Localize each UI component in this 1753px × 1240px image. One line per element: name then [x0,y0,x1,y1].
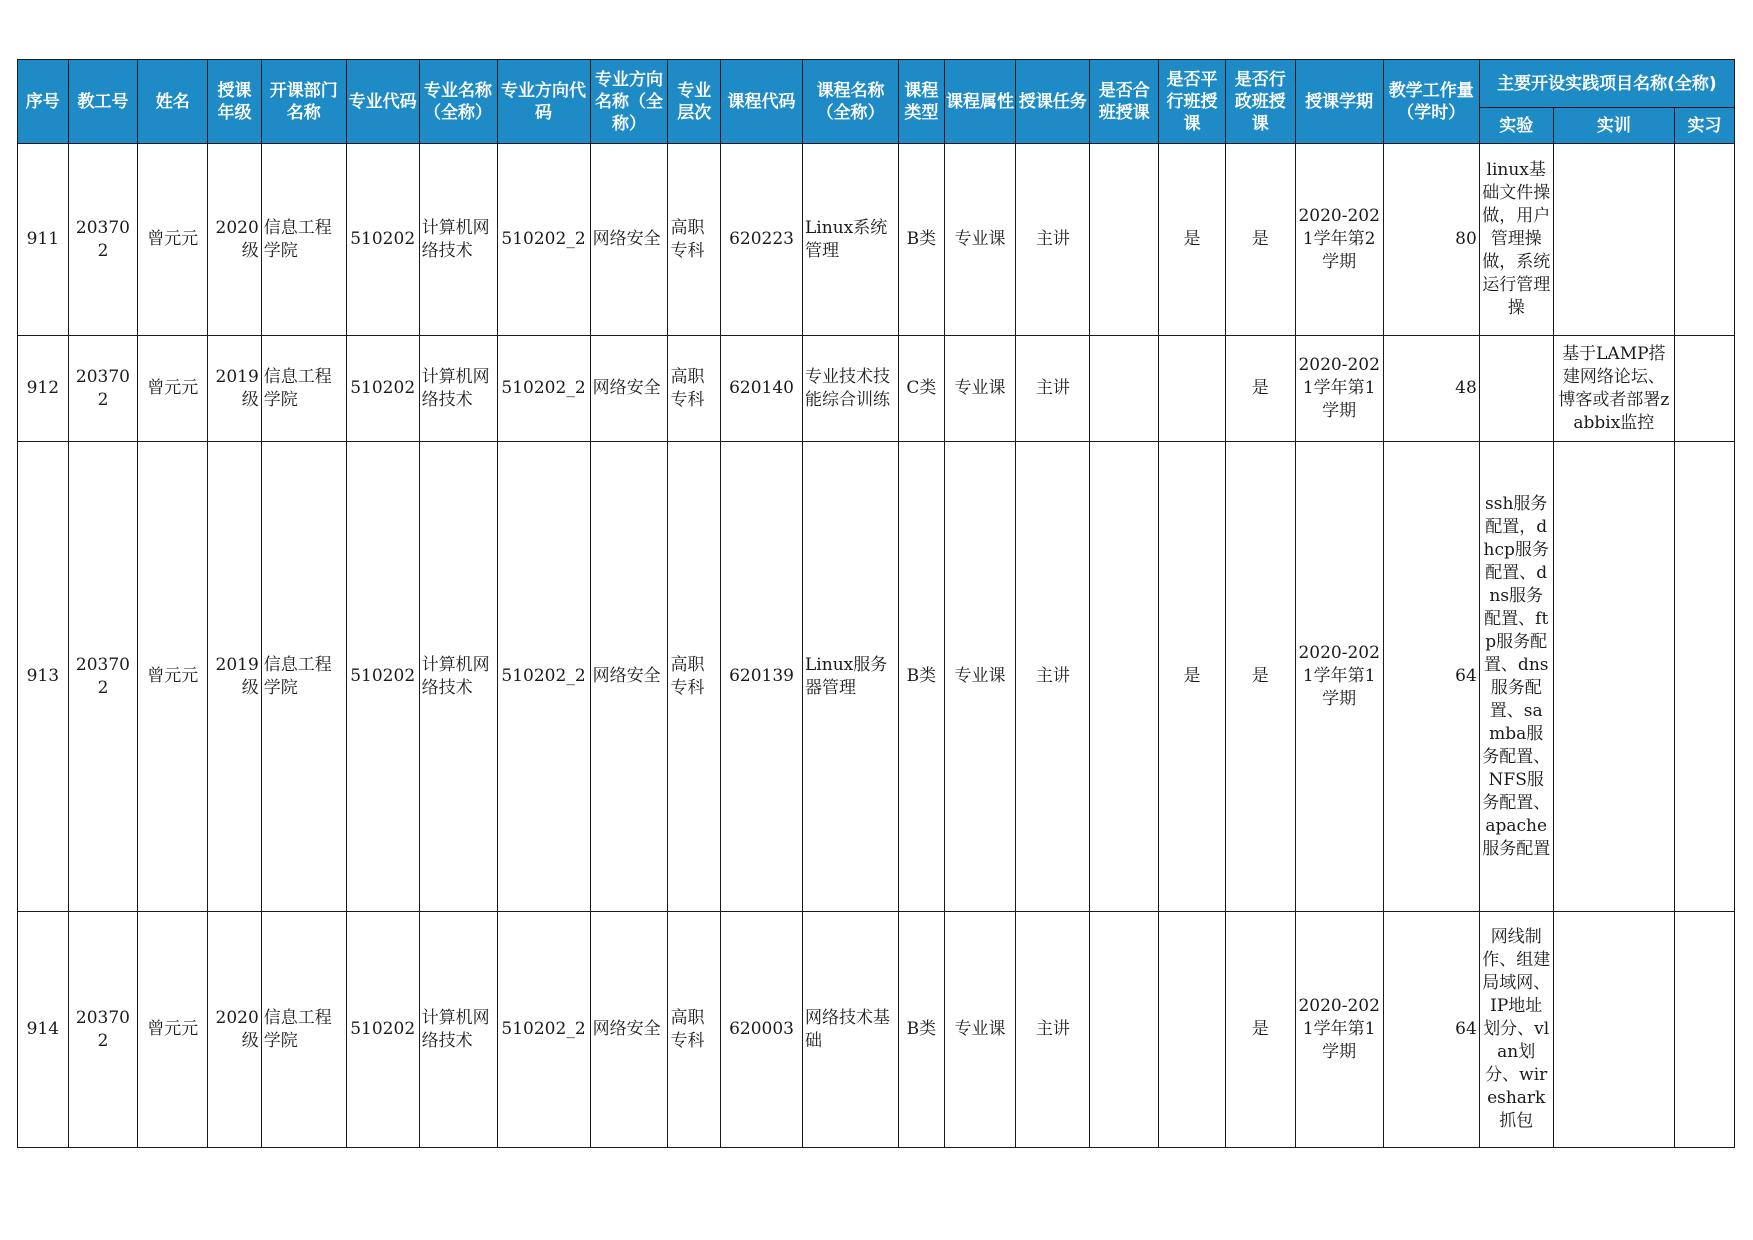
header-grade: 授课年级 [208,60,262,144]
cell-parallel [1159,912,1226,1148]
table-row [18,912,1735,1148]
teaching-workload-table [17,59,1735,1148]
cell-grade: 2019级 [208,336,262,442]
header-task: 授课任务 [1016,60,1090,144]
cell-staff-id: 203702 [68,336,138,442]
cell-merged [1090,336,1159,442]
table-row [18,144,1735,336]
cell-level: 高职专科 [668,336,721,442]
cell-course-name: 网络技术基础 [803,912,899,1148]
cell-internship [1675,336,1735,442]
cell-name: 曾元元 [138,442,208,912]
cell-hours: 80 [1383,144,1479,336]
header-level: 专业层次 [668,60,721,144]
cell-name: 曾元元 [138,144,208,336]
cell-major-code: 510202 [346,442,419,912]
cell-admin: 是 [1225,336,1295,442]
cell-seq: 911 [18,144,69,336]
header-practice: 主要开设实践项目名称(全称) [1479,60,1734,108]
cell-direction-code: 510202_2 [497,442,590,912]
cell-grade: 2020级 [208,144,262,336]
header-major-code: 专业代码 [346,60,419,144]
cell-internship [1675,144,1735,336]
cell-major-name: 计算机网络技术 [419,144,497,336]
cell-admin: 是 [1225,912,1295,1148]
cell-merged [1090,912,1159,1148]
cell-major-name: 计算机网络技术 [419,442,497,912]
cell-course-name: Linux服务器管理 [803,442,899,912]
cell-major-code: 510202 [346,144,419,336]
cell-dept: 信息工程学院 [261,442,346,912]
header-experiment: 实验 [1479,108,1553,144]
cell-task: 主讲 [1016,144,1090,336]
table-row [18,336,1735,442]
cell-course-type: B类 [899,442,945,912]
cell-experiment: linux基础文件操做，用户管理操做，系统运行管理操 [1479,144,1553,336]
cell-grade: 2019级 [208,442,262,912]
cell-term: 2020-2021学年第2学期 [1295,144,1383,336]
cell-major-code: 510202 [346,912,419,1148]
cell-task: 主讲 [1016,912,1090,1148]
header-term: 授课学期 [1295,60,1383,144]
cell-admin: 是 [1225,144,1295,336]
header-hours: 教学工作量（学时） [1383,60,1479,144]
cell-dept: 信息工程学院 [261,336,346,442]
header-course-code: 课程代码 [721,60,803,144]
cell-merged [1090,144,1159,336]
cell-course-type: C类 [899,336,945,442]
cell-course-type: B类 [899,912,945,1148]
cell-level: 高职专科 [668,442,721,912]
cell-direction-code: 510202_2 [497,336,590,442]
cell-term: 2020-2021学年第1学期 [1295,336,1383,442]
cell-training [1553,144,1674,336]
cell-training [1553,442,1674,912]
cell-grade: 2020级 [208,912,262,1148]
cell-course-attr: 专业课 [944,912,1016,1148]
cell-direction-name: 网络安全 [590,336,668,442]
header-course-type: 课程类型 [899,60,945,144]
cell-name: 曾元元 [138,912,208,1148]
header-dept: 开课部门名称 [261,60,346,144]
cell-hours: 64 [1383,912,1479,1148]
cell-name: 曾元元 [138,336,208,442]
cell-hours: 64 [1383,442,1479,912]
header-direction-name: 专业方向名称（全称） [590,60,668,144]
cell-course-name: Linux系统管理 [803,144,899,336]
cell-parallel [1159,336,1226,442]
header-staff-id: 教工号 [68,60,138,144]
cell-seq: 912 [18,336,69,442]
cell-course-attr: 专业课 [944,442,1016,912]
cell-admin: 是 [1225,442,1295,912]
cell-experiment: 网线制作、组建局域网、IP地址划分、vlan划分、wireshark抓包 [1479,912,1553,1148]
header-seq: 序号 [18,60,69,144]
cell-course-code: 620140 [721,336,803,442]
header-admin: 是否行政班授课 [1225,60,1295,144]
cell-level: 高职专科 [668,144,721,336]
header-parallel: 是否平行班授课 [1159,60,1226,144]
header-course-attr: 课程属性 [944,60,1016,144]
cell-merged [1090,442,1159,912]
cell-experiment [1479,336,1553,442]
cell-major-name: 计算机网络技术 [419,336,497,442]
cell-term: 2020-2021学年第1学期 [1295,912,1383,1148]
cell-experiment: ssh服务配置，dhcp服务配置、dns服务配置、ftp服务配置、dns服务配置、samba服务配置、NFS服务配置、apache服务配置 [1479,442,1553,912]
header-major-name: 专业名称（全称） [419,60,497,144]
cell-seq: 913 [18,442,69,912]
cell-course-code: 620139 [721,442,803,912]
cell-parallel: 是 [1159,144,1226,336]
header-direction-code: 专业方向代码 [497,60,590,144]
header-course-name: 课程名称（全称） [803,60,899,144]
cell-staff-id: 203702 [68,144,138,336]
cell-task: 主讲 [1016,336,1090,442]
cell-term: 2020-2021学年第1学期 [1295,442,1383,912]
cell-dept: 信息工程学院 [261,144,346,336]
header-name: 姓名 [138,60,208,144]
cell-course-code: 620003 [721,912,803,1148]
cell-major-name: 计算机网络技术 [419,912,497,1148]
cell-dept: 信息工程学院 [261,912,346,1148]
cell-training [1553,912,1674,1148]
table-row [18,442,1735,912]
header-internship: 实习 [1675,108,1735,144]
cell-parallel: 是 [1159,442,1226,912]
cell-course-type: B类 [899,144,945,336]
cell-direction-name: 网络安全 [590,912,668,1148]
cell-task: 主讲 [1016,442,1090,912]
cell-level: 高职专科 [668,912,721,1148]
cell-direction-code: 510202_2 [497,912,590,1148]
cell-hours: 48 [1383,336,1479,442]
cell-staff-id: 203702 [68,912,138,1148]
cell-direction-name: 网络安全 [590,144,668,336]
cell-course-name: 专业技术技能综合训练 [803,336,899,442]
cell-course-attr: 专业课 [944,336,1016,442]
cell-internship [1675,912,1735,1148]
cell-major-code: 510202 [346,336,419,442]
cell-direction-code: 510202_2 [497,144,590,336]
cell-staff-id: 203702 [68,442,138,912]
cell-direction-name: 网络安全 [590,442,668,912]
cell-course-code: 620223 [721,144,803,336]
header-merged: 是否合班授课 [1090,60,1159,144]
cell-internship [1675,442,1735,912]
header-training: 实训 [1553,108,1674,144]
cell-seq: 914 [18,912,69,1148]
cell-training: 基于LAMP搭建网络论坛、博客或者部署zabbix监控 [1553,336,1674,442]
cell-course-attr: 专业课 [944,144,1016,336]
